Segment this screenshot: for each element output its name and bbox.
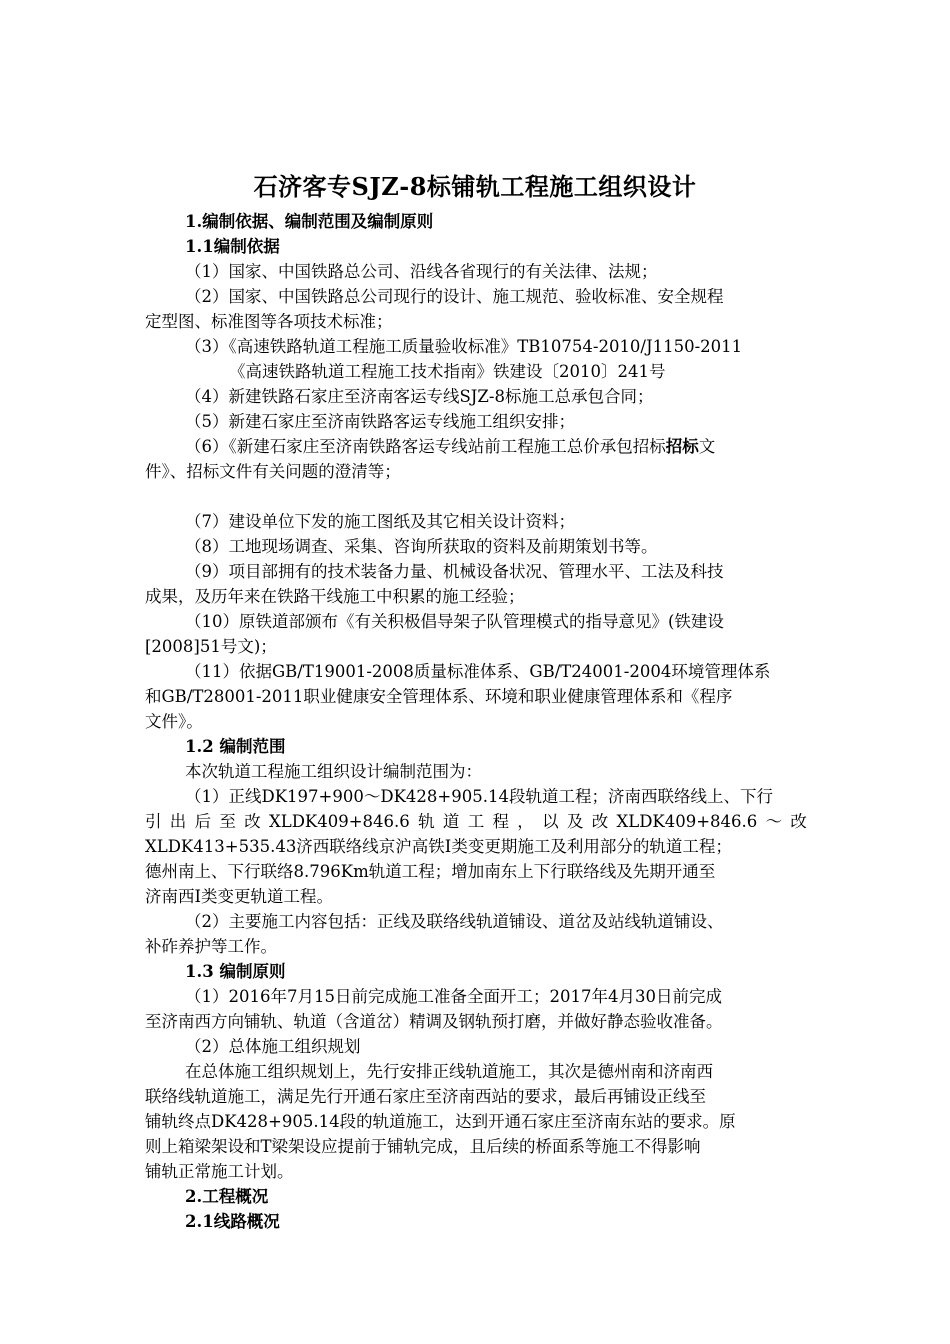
paragraph-line: （7）建设单位下发的施工图纸及其它相关设计资料； — [185, 512, 575, 531]
paragraph-line: （3）《高速铁路轨道工程施工质量验收标准》TB10754-2010/J1150-2011 — [185, 337, 743, 356]
paragraph-line: 本次轨道工程施工组织设计编制范围为： — [185, 762, 482, 781]
word: XLDK409+846.6 — [616, 812, 758, 831]
word: XLDK409+846.6 — [268, 812, 410, 831]
paragraph-line: （5）新建石家庄至济南铁路客运专线施工组织安排； — [185, 412, 575, 431]
paragraph-line: 补砟养护等工作。 — [145, 937, 277, 956]
paragraph-line: （2）总体施工组织规划 — [185, 1037, 361, 1056]
paragraph-line: 铺轨终点DK428+905.14段的轨道施工，达到开通石家庄至济南东站的要求。原 — [145, 1112, 736, 1131]
paragraph-line: 铺轨正常施工计划。 — [145, 1162, 294, 1181]
word: 及 — [566, 812, 584, 831]
paragraph-line: （2）主要施工内容包括：正线及联络线轨道铺设、道岔及站线轨道铺设、 — [185, 912, 724, 931]
paragraph-line: （10）原铁道部颁布《有关积极倡导架子队管理模式的指导意见》(铁建设 — [185, 612, 724, 631]
paragraph-line: 文件》。 — [145, 712, 203, 731]
justified-paragraph-line — [145, 809, 807, 834]
paragraph-line: （1）国家、中国铁路总公司、沿线各省现行的有关法律、法规； — [185, 262, 658, 281]
word: 出 — [169, 812, 187, 831]
text-run: 文 — [698, 437, 716, 456]
section-heading-2: 2.工程概况 — [185, 1187, 269, 1206]
paragraph-line: 件》、招标文件有关问题的澄清等； — [145, 462, 401, 481]
word: 道 — [442, 812, 460, 831]
document-body — [145, 209, 807, 1234]
paragraph-line: 定型图、标准图等各项技术标准； — [145, 312, 393, 331]
paragraph-line: 联络线轨道施工，满足先行开通石家庄至济南西站的要求，最后再铺设正线至 — [145, 1087, 706, 1106]
paragraph-line: 成果，及历年来在铁路干线施工中积累的施工经验； — [145, 587, 525, 606]
word: 轨 — [418, 812, 435, 831]
paragraph-line: XLDK413+535.43济西联络线京沪高铁Ⅰ类变更期施工及利用部分的轨道工程； — [145, 837, 732, 856]
bold-text-run: 招标 — [665, 437, 699, 456]
subsection-heading-1-1: 1.1编制依据 — [185, 237, 280, 256]
paragraph-line: 至济南西方向铺轨、轨道（含道岔）精调及钢轨预打磨，并做好静态验收准备。 — [145, 1012, 723, 1031]
paragraph-line: 《高速铁路轨道工程施工技术指南》铁建设〔2010〕241号 — [229, 362, 666, 381]
document-title: 石济客专SJZ-8标铺轨工程施工组织设计 — [253, 172, 697, 201]
paragraph-line: 在总体施工组织规划上，先行安排正线轨道施工，其次是德州南和济南西 — [185, 1062, 713, 1081]
subsection-heading-1-3: 1.3 编制原则 — [185, 962, 286, 981]
word: 程 — [492, 812, 509, 831]
word: ～ — [765, 812, 783, 831]
blank-line — [145, 484, 807, 509]
paragraph-line: （1）正线DK197+900～DK428+905.14段轨道工程；济南西联络线上、下行 — [185, 787, 773, 806]
paragraph-line: （8）工地现场调查、采集、咨询所获取的资料及前期策划书等。 — [185, 537, 658, 556]
paragraph-line: 德州南上、下行联络8.796Km轨道工程；增加南东上下行联络线及先期开通至 — [145, 862, 716, 881]
subsection-heading-1-2: 1.2 编制范围 — [185, 737, 286, 756]
subsection-heading-2-1: 2.1线路概况 — [185, 1212, 280, 1231]
word: 改 — [591, 812, 609, 831]
text-run: （6）《新建石家庄至济南铁路客运专线站前工程施工总价承包招标 — [185, 437, 666, 456]
word: 工 — [467, 812, 485, 831]
paragraph-line: （4）新建铁路石家庄至济南客运专线SJZ-8标施工总承包合同； — [185, 387, 654, 406]
paragraph-line: （1）2016年7月15日前完成施工准备全面开工；2017年4月30日前完成 — [185, 987, 722, 1006]
paragraph-line: （2）国家、中国铁路总公司现行的设计、施工规范、验收标准、安全规程 — [185, 287, 724, 306]
word: 改 — [244, 812, 261, 831]
paragraph-line: 和GB/T28001-2011职业健康安全管理体系、环境和职业健康管理体系和《程序 — [145, 687, 733, 706]
paragraph-line: [2008]51号文)； — [145, 637, 277, 656]
paragraph-line: 则上箱梁架设和T梁架设应提前于铺轨完成，且后续的桥面系等施工不得影响 — [145, 1137, 701, 1156]
word: 以 — [542, 812, 559, 831]
paragraph-line — [145, 434, 807, 459]
paragraph-line: 济南西Ⅰ类变更轨道工程。 — [145, 887, 334, 906]
word: ， — [517, 812, 534, 831]
word: 至 — [219, 812, 236, 831]
word: 改 — [790, 812, 807, 831]
paragraph-line: （11）依据GB/T19001-2008质量标准体系、GB/T24001-2004环境管理体系 — [185, 662, 771, 681]
section-heading-1: 1.编制依据、编制范围及编制原则 — [185, 212, 434, 231]
word: 后 — [194, 812, 212, 831]
paragraph-line: （9）项目部拥有的技术装备力量、机械设备状况、管理水平、工法及科技 — [185, 562, 724, 581]
word: 引 — [145, 812, 162, 831]
